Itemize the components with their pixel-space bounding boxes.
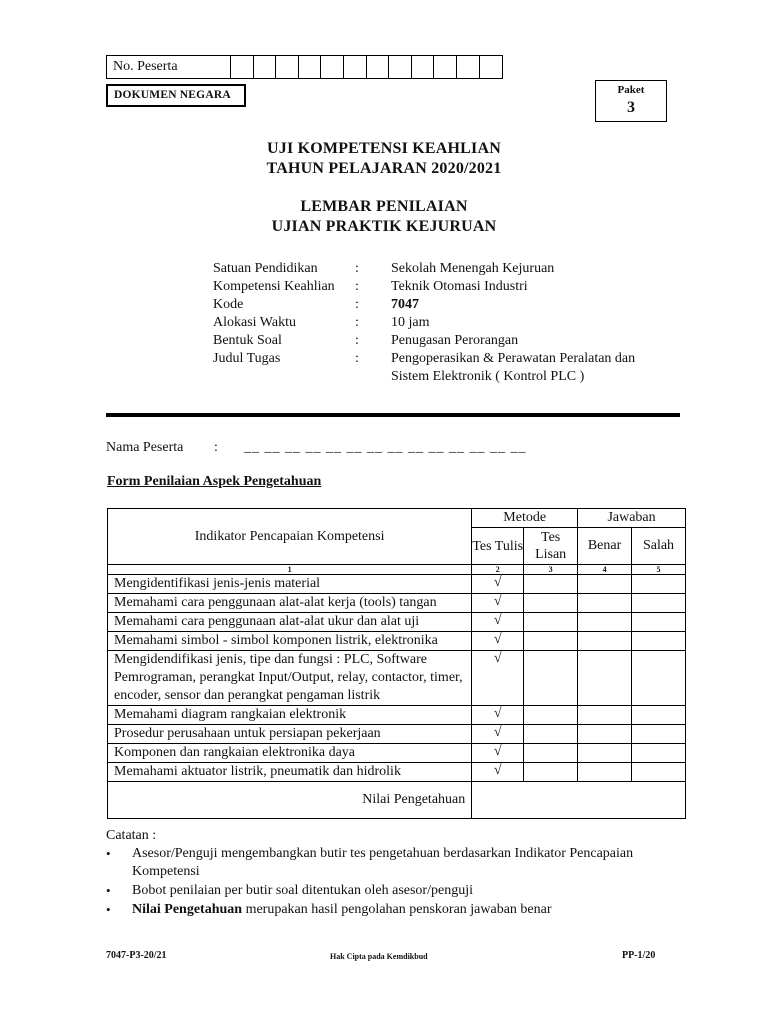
tes-lisan-cell[interactable] bbox=[524, 651, 578, 706]
nilai-row bbox=[108, 782, 686, 819]
peserta-digit-cell bbox=[480, 56, 503, 78]
header-jawaban: Jawaban bbox=[578, 509, 686, 528]
header-tes-lisan: Tes Lisan bbox=[524, 528, 578, 565]
note-text: Asesor/Penguji mengembangkan butir tes pengetahuan berdasarkan Indikator Pencapaian Kompetensi bbox=[132, 846, 634, 879]
table-header-row bbox=[108, 509, 686, 528]
tes-tulis-check: √ bbox=[472, 575, 524, 594]
note-text: Bobot penilaian per butir soal ditentukan oleh asesor/penguji bbox=[132, 883, 473, 898]
indikator-cell: Komponen dan rangkaian elektronika daya bbox=[108, 744, 472, 763]
info-row bbox=[213, 296, 671, 314]
tes-tulis-check: √ bbox=[472, 744, 524, 763]
benar-cell[interactable] bbox=[578, 744, 632, 763]
paket-label: Paket bbox=[617, 84, 645, 96]
salah-cell[interactable] bbox=[632, 632, 686, 651]
benar-cell[interactable] bbox=[578, 632, 632, 651]
info-row bbox=[213, 332, 671, 350]
benar-cell[interactable] bbox=[578, 725, 632, 744]
note-bold-text: Nilai Pengetahuan bbox=[132, 902, 243, 917]
benar-cell[interactable] bbox=[578, 594, 632, 613]
indikator-cell: Mengidentifikasi jenis-jenis material bbox=[108, 575, 472, 594]
tes-lisan-cell[interactable] bbox=[524, 744, 578, 763]
info-sep: : bbox=[355, 261, 359, 276]
list-item bbox=[106, 901, 706, 919]
info-key: Judul Tugas bbox=[213, 351, 281, 366]
column-number: 1 bbox=[108, 565, 472, 575]
paket-box bbox=[595, 80, 667, 122]
salah-cell[interactable] bbox=[632, 613, 686, 632]
salah-cell[interactable] bbox=[632, 706, 686, 725]
footer-code: 7047-P3-20/21 bbox=[106, 950, 167, 961]
info-value: Teknik Otomasi Industri bbox=[391, 279, 528, 294]
nilai-pengetahuan-label: Nilai Pengetahuan bbox=[108, 782, 472, 819]
benar-cell[interactable] bbox=[578, 706, 632, 725]
list-item bbox=[106, 845, 706, 881]
table-row bbox=[108, 744, 686, 763]
info-row bbox=[213, 278, 671, 296]
indikator-cell: Memahami cara penggunaan alat-alat ukur dan alat uji bbox=[108, 613, 472, 632]
header-tes-tulis: Tes Tulis bbox=[472, 528, 524, 565]
peserta-digit-cell bbox=[434, 56, 457, 78]
notes-block bbox=[106, 826, 706, 920]
title-line-1: UJI KOMPETENSI KEAHLIAN bbox=[267, 140, 501, 157]
column-number: 5 bbox=[632, 565, 686, 575]
note-text bbox=[132, 901, 692, 919]
tes-tulis-check: √ bbox=[472, 763, 524, 782]
info-sep: : bbox=[355, 297, 359, 312]
salah-cell[interactable] bbox=[632, 594, 686, 613]
notes-list bbox=[106, 845, 706, 919]
table-row bbox=[108, 632, 686, 651]
peserta-digit-cell bbox=[412, 56, 435, 78]
nama-peserta-sep: : bbox=[214, 440, 218, 455]
info-value: 10 jam bbox=[391, 315, 430, 330]
indikator-cell: Mengidendifikasi jenis, tipe dan fungsi : PLC, Software Pemrograman, perangkat Input/Output, relay, contactor, timer, encoder, sensor dan perangkat pengaman listrik bbox=[108, 651, 472, 706]
info-sep: : bbox=[355, 351, 359, 366]
title-line-2: TAHUN PELAJARAN 2020/2021 bbox=[266, 160, 502, 177]
peserta-digit-cell bbox=[389, 56, 412, 78]
info-key: Satuan Pendidikan bbox=[213, 261, 318, 276]
bullet: • bbox=[106, 846, 111, 861]
table-row bbox=[108, 706, 686, 725]
footer-page: PP-1/20 bbox=[622, 950, 656, 961]
no-peserta-label: No. Peserta bbox=[107, 56, 231, 78]
salah-cell[interactable] bbox=[632, 744, 686, 763]
peserta-digit-cell bbox=[254, 56, 277, 78]
indikator-cell: Memahami simbol - simbol komponen listrik, elektronika bbox=[108, 632, 472, 651]
info-value: Penugasan Perorangan bbox=[391, 333, 519, 348]
tes-lisan-cell[interactable] bbox=[524, 594, 578, 613]
header-indikator: Indikator Pencapaian Kompetensi bbox=[108, 509, 472, 565]
tes-lisan-cell[interactable] bbox=[524, 706, 578, 725]
table-row bbox=[108, 594, 686, 613]
benar-cell[interactable] bbox=[578, 613, 632, 632]
table-row bbox=[108, 575, 686, 594]
tes-tulis-check: √ bbox=[472, 651, 524, 706]
list-item bbox=[106, 882, 706, 900]
nama-peserta-label: Nama Peserta bbox=[106, 440, 184, 455]
column-number: 3 bbox=[524, 565, 578, 575]
column-number: 4 bbox=[578, 565, 632, 575]
indikator-cell: Prosedur perusahaan untuk persiapan pekerjaan bbox=[108, 725, 472, 744]
info-key: Kode bbox=[213, 297, 244, 312]
table-row bbox=[108, 651, 686, 706]
info-row bbox=[213, 350, 671, 386]
tes-lisan-cell[interactable] bbox=[524, 725, 578, 744]
nama-peserta-blank[interactable]: __ __ __ __ __ __ __ __ __ __ __ __ __ __ bbox=[244, 440, 527, 455]
tes-tulis-check: √ bbox=[472, 613, 524, 632]
tes-tulis-check: √ bbox=[472, 725, 524, 744]
indikator-cell: Memahami diagram rangkaian elektronik bbox=[108, 706, 472, 725]
tes-lisan-cell[interactable] bbox=[524, 613, 578, 632]
info-key: Kompetensi Keahlian bbox=[213, 279, 335, 294]
info-row bbox=[213, 260, 671, 278]
info-block bbox=[213, 260, 671, 386]
indikator-cell: Memahami cara penggunaan alat-alat kerja (tools) tangan bbox=[108, 594, 472, 613]
benar-cell[interactable] bbox=[578, 763, 632, 782]
bullet: • bbox=[106, 883, 111, 898]
dokumen-negara-label: DOKUMEN NEGARA bbox=[106, 84, 246, 107]
salah-cell[interactable] bbox=[632, 575, 686, 594]
salah-cell[interactable] bbox=[632, 651, 686, 706]
peserta-digit-cell bbox=[231, 56, 254, 78]
benar-cell[interactable] bbox=[578, 651, 632, 706]
salah-cell[interactable] bbox=[632, 763, 686, 782]
bullet: • bbox=[106, 902, 111, 917]
benar-cell[interactable] bbox=[578, 575, 632, 594]
nama-peserta-row bbox=[106, 440, 527, 456]
paket-number: 3 bbox=[627, 99, 635, 116]
column-number-row bbox=[108, 565, 686, 575]
footer-copyright: Hak Cipta pada Kemdikbud bbox=[330, 952, 428, 961]
table-row bbox=[108, 725, 686, 744]
form-title: Form Penilaian Aspek Pengetahuan bbox=[107, 474, 322, 489]
tes-lisan-cell[interactable] bbox=[524, 632, 578, 651]
nilai-pengetahuan-value[interactable] bbox=[472, 782, 686, 819]
notes-label: Catatan : bbox=[106, 828, 157, 843]
header-metode: Metode bbox=[472, 509, 578, 528]
peserta-digit-cell bbox=[367, 56, 390, 78]
indikator-cell: Memahami aktuator listrik, pneumatik dan hidrolik bbox=[108, 763, 472, 782]
title-line-4: UJIAN PRAKTIK KEJURUAN bbox=[271, 218, 497, 235]
divider-rule bbox=[106, 413, 680, 417]
tes-lisan-cell[interactable] bbox=[524, 763, 578, 782]
note-rest-text: merupakan hasil pengolahan penskoran jawaban benar bbox=[242, 902, 552, 917]
peserta-digit-cell bbox=[276, 56, 299, 78]
title-line-3: LEMBAR PENILAIAN bbox=[300, 198, 468, 215]
peserta-digit-cell bbox=[321, 56, 344, 78]
info-sep: : bbox=[355, 315, 359, 330]
no-peserta-box bbox=[106, 55, 503, 79]
info-value: 7047 bbox=[391, 297, 419, 312]
tes-tulis-check: √ bbox=[472, 594, 524, 613]
info-key: Alokasi Waktu bbox=[213, 315, 296, 330]
header-benar: Benar bbox=[578, 528, 632, 565]
table-row bbox=[108, 613, 686, 632]
info-value: Pengoperasikan & Perawatan Peralatan dan Sistem Elektronik ( Kontrol PLC ) bbox=[391, 351, 636, 384]
column-number: 2 bbox=[472, 565, 524, 575]
peserta-digit-cell bbox=[299, 56, 322, 78]
header-salah: Salah bbox=[632, 528, 686, 565]
info-sep: : bbox=[355, 333, 359, 348]
info-value: Sekolah Menengah Kejuruan bbox=[391, 261, 555, 276]
info-row bbox=[213, 314, 671, 332]
salah-cell[interactable] bbox=[632, 725, 686, 744]
tes-tulis-check: √ bbox=[472, 632, 524, 651]
peserta-digit-cell bbox=[344, 56, 367, 78]
peserta-digit-cell bbox=[457, 56, 480, 78]
tes-lisan-cell[interactable] bbox=[524, 575, 578, 594]
table-row bbox=[108, 763, 686, 782]
tes-tulis-check: √ bbox=[472, 706, 524, 725]
info-key: Bentuk Soal bbox=[213, 333, 282, 348]
info-sep: : bbox=[355, 279, 359, 294]
assessment-table bbox=[107, 508, 686, 819]
